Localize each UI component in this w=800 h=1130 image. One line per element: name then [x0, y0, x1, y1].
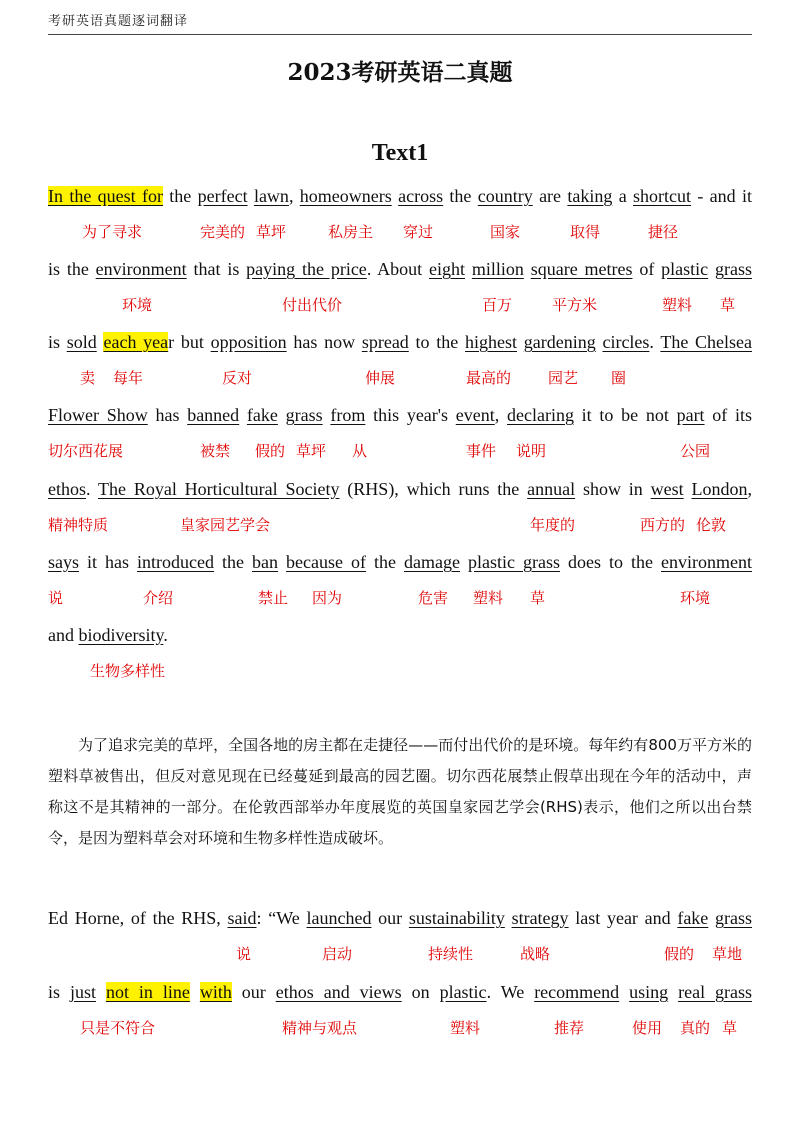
plain-text — [517, 332, 524, 352]
vocab-word: The Chelsea — [660, 332, 753, 352]
vocab-word: spread — [361, 332, 409, 352]
vocab-word: highest — [465, 332, 517, 352]
plain-text: is the — [48, 259, 96, 279]
vocab-word: grass — [715, 259, 753, 279]
plain-text: are — [532, 186, 568, 206]
vocab-word: launched — [306, 908, 372, 928]
plain-text — [708, 259, 715, 279]
page-title: 2023考研英语二真题 — [287, 59, 513, 86]
gloss: 假的 — [664, 945, 695, 963]
plain-text: our — [231, 982, 276, 1002]
vocab-word: plastic grass — [468, 552, 561, 572]
vocab-word: west — [650, 479, 684, 499]
gloss: 说 — [48, 589, 64, 607]
gloss: 私房主 — [328, 223, 374, 241]
plain-text: , — [494, 405, 507, 425]
vocab-word: square metres — [530, 259, 633, 279]
plain-text — [460, 552, 468, 572]
vocab-word: ethos — [48, 479, 86, 499]
plain-text — [278, 405, 286, 425]
gloss: 卖 — [80, 369, 96, 387]
plain-text — [190, 982, 200, 1002]
vocab-word: declaring — [506, 405, 574, 425]
vocab-word: homeowners — [299, 186, 392, 206]
gloss: 事件 — [466, 442, 497, 460]
vocab-word: environment — [661, 552, 753, 572]
vocab-word: fake — [677, 908, 709, 928]
vocab-word: just — [69, 982, 96, 1002]
plain-text: . We — [486, 982, 535, 1002]
vocab-word: said — [227, 908, 257, 928]
gloss: 草 — [720, 296, 736, 314]
gloss: 国家 — [490, 223, 521, 241]
plain-text — [465, 259, 472, 279]
english-line — [48, 623, 752, 647]
gloss: 平方米 — [552, 296, 598, 314]
gloss: 草坪 — [256, 223, 287, 241]
english-line — [48, 184, 752, 208]
gloss: 西方的 — [640, 516, 686, 534]
gloss: 环境 — [680, 589, 711, 607]
plain-text: our — [371, 908, 409, 928]
vocab-word: plastic — [439, 982, 487, 1002]
vocab-word: circles — [602, 332, 650, 352]
vocab-word: environment — [95, 259, 187, 279]
vocab-word: says — [48, 552, 79, 572]
vocab-word: The Royal Horticultural Society — [98, 479, 340, 499]
vocab-word: recommend — [534, 982, 620, 1002]
english-line — [48, 550, 752, 574]
plain-text: does to the — [560, 552, 662, 572]
gloss: 伸展 — [365, 369, 396, 387]
vocab-word: each yea — [103, 332, 169, 352]
plain-text: is — [48, 982, 70, 1002]
plain-text: has now — [286, 332, 362, 352]
vocab-word: sold — [66, 332, 97, 352]
plain-text: is — [48, 332, 67, 352]
gloss: 塑料 — [450, 1019, 481, 1037]
gloss: 草 — [722, 1019, 738, 1037]
plain-text: of its — [704, 405, 753, 425]
gloss: 塑料 — [662, 296, 693, 314]
plain-text: r but — [168, 332, 211, 352]
gloss: 最高的 — [466, 369, 512, 387]
gloss: 完美的 — [200, 223, 246, 241]
vocab-word: introduced — [137, 552, 215, 572]
english-line — [48, 477, 752, 501]
gloss: 环境 — [122, 296, 153, 314]
gloss: 公园 — [680, 442, 711, 460]
vocab-word: perfect — [197, 186, 248, 206]
vocab-word: because of — [286, 552, 367, 572]
plain-text — [524, 259, 531, 279]
plain-text: it has — [79, 552, 138, 572]
gloss: 假的 — [255, 442, 286, 460]
plain-text — [239, 405, 247, 425]
vocab-word: damage — [404, 552, 460, 572]
vocab-word: opposition — [210, 332, 287, 352]
gloss: 推荐 — [554, 1019, 585, 1037]
gloss: 使用 — [632, 1019, 663, 1037]
plain-text: . About — [366, 259, 429, 279]
plain-text: the — [214, 552, 253, 572]
gloss: 危害 — [418, 589, 449, 607]
gloss: 生物多样性 — [90, 662, 166, 680]
vocab-word: using — [629, 982, 669, 1002]
plain-text: has — [147, 405, 188, 425]
vocab-word: real grass — [678, 982, 753, 1002]
vocab-word: fake — [246, 405, 278, 425]
plain-text: . — [163, 625, 168, 645]
vocab-word: strategy — [511, 908, 569, 928]
plain-text: , — [747, 479, 752, 499]
vocab-word: country — [477, 186, 533, 206]
gloss: 年度的 — [530, 516, 576, 534]
english-line — [48, 403, 752, 427]
gloss: 持续性 — [428, 945, 474, 963]
vocab-word: from — [330, 405, 366, 425]
vocab-word: million — [471, 259, 524, 279]
plain-text: on — [401, 982, 440, 1002]
vocab-word: not in line — [105, 982, 190, 1002]
gloss: 为了寻求 — [82, 223, 143, 241]
gloss: 因为 — [312, 589, 343, 607]
vocab-word: London — [691, 479, 748, 499]
vocab-word: paying the price — [246, 259, 367, 279]
plain-text: Ed Horne, of the RHS, — [48, 908, 228, 928]
translation-text: 为了追求完美的草坪，全国各地的房主都在走捷径——而付出代价的是环境。每年约有800万平方米的塑料草被售出，但反对意见现在已经蔓延到最高的园艺圈。切尔西花展禁止假草出现在今年的活动中，声称这不是其精神的一部分。在伦敦西部举办年度展览的英国皇家园艺学会(RHS)表示，他们之所以出台禁令，是因为塑料草会对环境和生物多样性造成破坏。 — [48, 736, 752, 847]
gloss: 介绍 — [143, 589, 174, 607]
gloss: 从 — [352, 442, 368, 460]
vocab-word: plastic — [661, 259, 709, 279]
gloss: 反对 — [222, 369, 253, 387]
gloss: 只是不符合 — [80, 1019, 156, 1037]
plain-text: of — [632, 259, 662, 279]
vocab-word: grass — [715, 908, 753, 928]
gloss: 战略 — [520, 945, 551, 963]
gloss: 说 — [236, 945, 252, 963]
plain-text — [619, 982, 629, 1002]
gloss: 草 — [530, 589, 546, 607]
plain-text: , — [288, 186, 300, 206]
vocab-word: across — [398, 186, 444, 206]
gloss: 精神与观点 — [282, 1019, 358, 1037]
section-title: Text1 — [371, 140, 429, 166]
plain-text: show in — [575, 479, 651, 499]
plain-text: the — [162, 186, 198, 206]
gloss: 伦敦 — [696, 516, 727, 534]
gloss: 精神特质 — [48, 516, 109, 534]
plain-text — [96, 982, 106, 1002]
vocab-word: with — [199, 982, 232, 1002]
gloss: 捷径 — [648, 223, 679, 241]
gloss: 皇家园艺学会 — [180, 516, 271, 534]
gloss: 禁止 — [258, 589, 289, 607]
english-line — [48, 330, 752, 354]
vocab-word: sustainability — [408, 908, 505, 928]
page-header — [48, 10, 752, 35]
plain-text — [668, 982, 678, 1002]
gloss: 每年 — [113, 369, 144, 387]
vocab-word: Flower Show — [48, 405, 148, 425]
plain-text: last year and — [568, 908, 678, 928]
gloss: 说明 — [516, 442, 547, 460]
plain-text: the — [443, 186, 478, 206]
vocab-word: banned — [187, 405, 240, 425]
vocab-word: part — [676, 405, 705, 425]
english-line — [48, 257, 752, 281]
gloss: 园艺 — [548, 369, 579, 387]
vocab-word: event — [455, 405, 495, 425]
gloss: 真的 — [680, 1019, 711, 1037]
plain-text: that is — [186, 259, 247, 279]
plain-text: . — [86, 479, 99, 499]
gloss: 付出代价 — [282, 296, 343, 314]
header-text: 考研英语真题逐词翻译 — [48, 14, 189, 29]
plain-text: it to be not — [573, 405, 677, 425]
plain-text: . — [649, 332, 661, 352]
vocab-word: eight — [429, 259, 465, 279]
plain-text: and — [48, 625, 79, 645]
vocab-word: biodiversity — [78, 625, 164, 645]
vocab-word: grass — [285, 405, 323, 425]
vocab-word: gardening — [523, 332, 596, 352]
vocab-word: lawn — [253, 186, 289, 206]
vocab-word: ban — [252, 552, 279, 572]
plain-text: : “We — [256, 908, 307, 928]
english-line — [48, 906, 752, 930]
plain-text: to the — [408, 332, 465, 352]
translation-paragraph — [48, 730, 752, 854]
plain-text: this year's — [365, 405, 456, 425]
vocab-word: annual — [527, 479, 576, 499]
gloss: 切尔西花展 — [48, 442, 124, 460]
plain-text — [278, 552, 286, 572]
gloss: 塑料 — [473, 589, 504, 607]
gloss: 草坪 — [296, 442, 327, 460]
gloss: 圈 — [611, 369, 627, 387]
gloss: 草地 — [712, 945, 743, 963]
plain-text: a — [612, 186, 634, 206]
gloss: 取得 — [570, 223, 601, 241]
gloss: 百万 — [482, 296, 513, 314]
gloss: 被禁 — [200, 442, 231, 460]
vocab-word: taking — [567, 186, 613, 206]
vocab-word: shortcut — [633, 186, 692, 206]
plain-text: the — [366, 552, 405, 572]
plain-text: (RHS), which runs the — [339, 479, 528, 499]
vocab-word: ethos and views — [275, 982, 402, 1002]
plain-text — [505, 908, 512, 928]
vocab-word: In the quest for — [48, 186, 163, 206]
gloss: 穿过 — [403, 223, 434, 241]
gloss: 启动 — [322, 945, 353, 963]
english-line — [48, 980, 752, 1004]
plain-text: - and it — [691, 186, 753, 206]
